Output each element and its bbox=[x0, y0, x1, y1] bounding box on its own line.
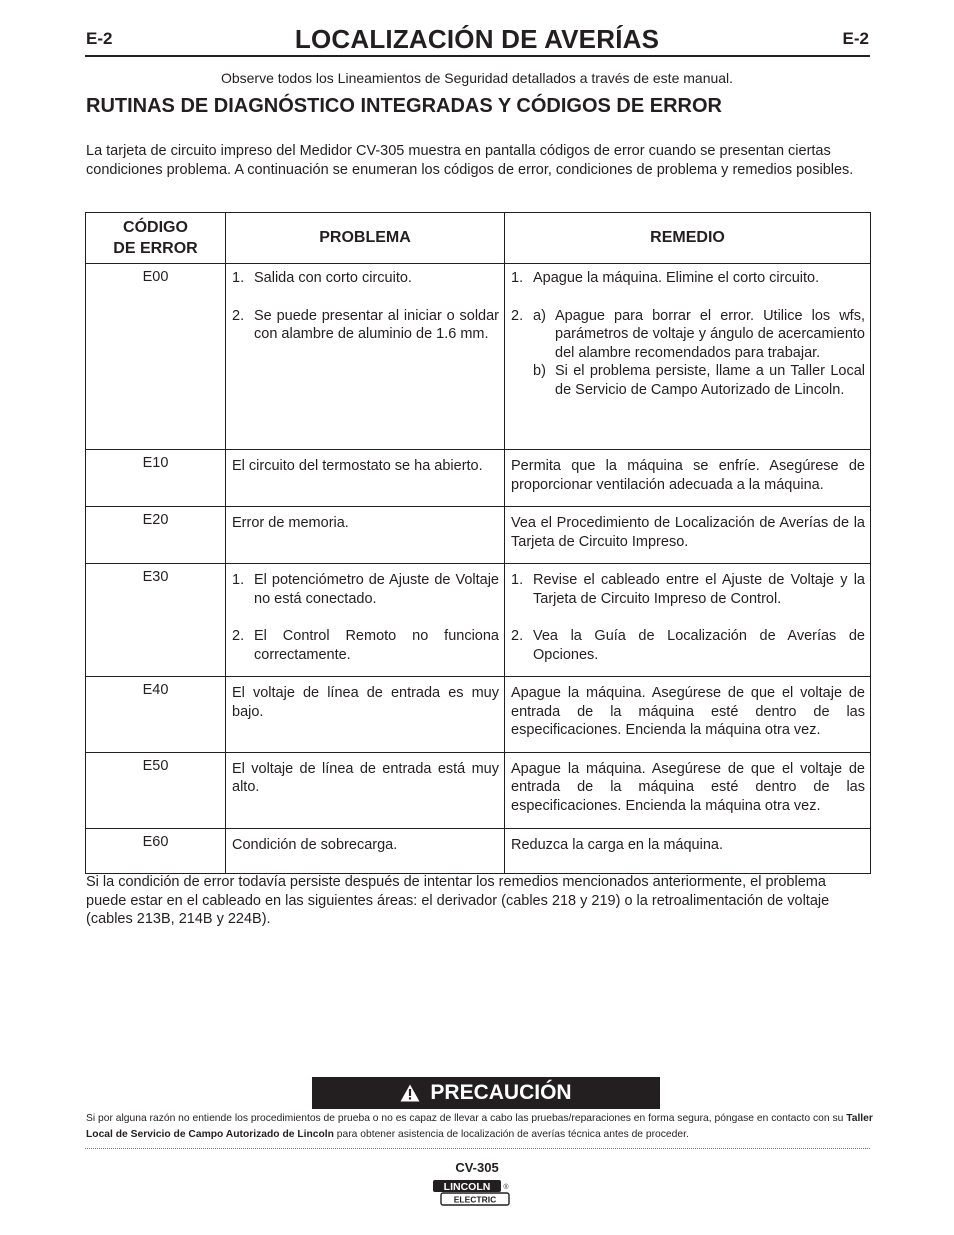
list-item bbox=[511, 269, 865, 288]
remedy-cell: Vea el Procedimiento de Localización de Averías de la Tarjeta de Circuito Impreso. bbox=[505, 507, 871, 564]
problem-cell: Condición de sobrecarga. bbox=[226, 828, 505, 873]
header-remedy: REMEDIO bbox=[505, 213, 871, 264]
error-code: E20 bbox=[86, 507, 226, 564]
safety-note: Observe todos los Lineamientos de Seguridad detallados a través de este manual. bbox=[220, 70, 734, 86]
header-error-code bbox=[86, 213, 226, 264]
error-code-table bbox=[85, 212, 871, 874]
list-item bbox=[232, 627, 499, 664]
problem-cell: El voltaje de línea de entrada está muy alto. bbox=[226, 752, 505, 828]
problem-cell: El voltaje de línea de entrada es muy bajo. bbox=[226, 677, 505, 753]
header-rule bbox=[85, 55, 870, 57]
table-row bbox=[86, 564, 871, 677]
page-title: LOCALIZACIÓN DE AVERÍAS bbox=[294, 24, 660, 54]
table-row bbox=[86, 752, 871, 828]
item-text: Se puede presentar al iniciar o soldar con alambre de aluminio de 1.6 mm. bbox=[254, 307, 499, 342]
item-text: Apague la máquina. Elimine el corto circuito. bbox=[533, 270, 820, 286]
sub-list bbox=[533, 307, 865, 400]
lincoln-electric-logo bbox=[431, 1178, 511, 1208]
problem-cell: Error de memoria. bbox=[226, 507, 505, 564]
header-code-line2: DE ERROR bbox=[113, 240, 198, 257]
caution-text-start: Si por alguna razón no entiende los procedimientos de prueba o no es capaz de llevar a cabo las pruebas/reparaciones en forma segura, póngase en contacto con su bbox=[86, 1113, 847, 1124]
item-number: 1. bbox=[232, 270, 245, 286]
table-row bbox=[86, 828, 871, 873]
error-code: E50 bbox=[86, 752, 226, 828]
item-text: Salida con corto circuito. bbox=[254, 270, 412, 286]
logo-line2: ELECTRIC bbox=[453, 1194, 497, 1205]
caution-text-emphasis: Taller Local de Servicio de Campo Autorizado de Lincoln bbox=[86, 1113, 873, 1140]
item-text: Revise el cableado entre el Ajuste de Voltaje y la Tarjeta de Circuito Impreso de Control. bbox=[533, 572, 865, 607]
table-row bbox=[86, 450, 871, 507]
model-number: CV-305 bbox=[455, 1160, 499, 1175]
table-row bbox=[86, 677, 871, 753]
item-text: Si el problema persiste, llame a un Taller Local de Servicio de Campo Autorizado de Lincoln. bbox=[555, 363, 865, 398]
list-item bbox=[232, 269, 499, 288]
item-number: 1. bbox=[511, 572, 524, 588]
list-item bbox=[511, 307, 865, 400]
item-number: 1. bbox=[232, 572, 245, 588]
table-header-row bbox=[86, 213, 871, 264]
page-code-left: E-2 bbox=[86, 29, 113, 48]
item-text: Vea la Guía de Localización de Averías de Opciones. bbox=[533, 628, 865, 663]
intro-paragraph: La tarjeta de circuito impreso del Medidor CV-305 muestra en pantalla códigos de error cuando se presentan ciertas condiciones problema. A continuación se enumeran los códigos de error, condiciones de problema y remedios posibles. bbox=[86, 143, 854, 178]
table-row bbox=[86, 264, 871, 450]
list-item bbox=[232, 571, 499, 608]
sub-list-item bbox=[533, 362, 865, 399]
item-text: El Control Remoto no funciona correctamente. bbox=[254, 628, 499, 663]
remedy-cell bbox=[505, 564, 871, 677]
item-number: 1. bbox=[511, 270, 524, 286]
logo-line1: LINCOLN bbox=[443, 1181, 491, 1193]
list-item bbox=[511, 627, 865, 664]
header-problem: PROBLEMA bbox=[226, 213, 505, 264]
remedy-cell: Apague la máquina. Asegúrese de que el voltaje de entrada de la máquina esté dentro de las especificaciones. Encienda la máquina otra vez. bbox=[505, 677, 871, 753]
logo-registered: ® bbox=[503, 1184, 509, 1191]
list-item bbox=[232, 307, 499, 344]
item-letter: a) bbox=[533, 307, 546, 324]
item-number: 2. bbox=[511, 307, 524, 324]
remedy-cell: Permita que la máquina se enfríe. Asegúrese de proporcionar ventilación adecuada a la máquina. bbox=[505, 450, 871, 507]
table-row bbox=[86, 507, 871, 564]
header-code-line1: CÓDIGO bbox=[123, 219, 188, 236]
page-code-right: E-2 bbox=[842, 29, 869, 48]
problem-cell bbox=[226, 564, 505, 677]
error-code: E30 bbox=[86, 564, 226, 677]
remedy-cell: Apague la máquina. Asegúrese de que el voltaje de entrada de la máquina esté dentro de las especificaciones. Encienda la máquina otra vez. bbox=[505, 752, 871, 828]
remedy-cell bbox=[505, 264, 871, 450]
item-number: 2. bbox=[232, 628, 245, 644]
warning-triangle-icon bbox=[400, 1084, 420, 1102]
error-code: E60 bbox=[86, 828, 226, 873]
list-item bbox=[511, 571, 865, 608]
caution-text bbox=[86, 1111, 876, 1143]
item-letter: b) bbox=[533, 363, 546, 379]
caution-text-end: para obtener asistencia de localización de averías técnica antes de proceder. bbox=[333, 1129, 689, 1140]
caution-title: PRECAUCIÓN bbox=[430, 1081, 572, 1104]
sub-list-item bbox=[533, 307, 865, 363]
item-text: El potenciómetro de Ajuste de Voltaje no está conectado. bbox=[254, 572, 499, 607]
section-title: RUTINAS DE DIAGNÓSTICO INTEGRADAS Y CÓDIGOS DE ERROR bbox=[86, 95, 722, 117]
problem-cell bbox=[226, 264, 505, 450]
item-text: Apague para borrar el error. Utilice los wfs, parámetros de voltaje y ángulo de acercamiento del alambre recomendados para trabajar. bbox=[555, 307, 865, 361]
caution-banner bbox=[312, 1077, 660, 1109]
item-number: 2. bbox=[511, 628, 524, 644]
footer-divider bbox=[85, 1148, 870, 1149]
problem-cell: El circuito del termostato se ha abierto. bbox=[226, 450, 505, 507]
outro-paragraph: Si la condición de error todavía persiste después de intentar los remedios mencionados anteriormente, el problema puede estar en el cableado en las siguientes áreas: el derivador (cables 218 y 219) o la retroalimentación de voltaje (cables 213B, 214B y 224B). bbox=[86, 874, 830, 927]
item-number: 2. bbox=[232, 307, 245, 324]
error-code: E00 bbox=[86, 264, 226, 450]
error-code: E40 bbox=[86, 677, 226, 753]
remedy-cell: Reduzca la carga en la máquina. bbox=[505, 828, 871, 873]
error-code: E10 bbox=[86, 450, 226, 507]
